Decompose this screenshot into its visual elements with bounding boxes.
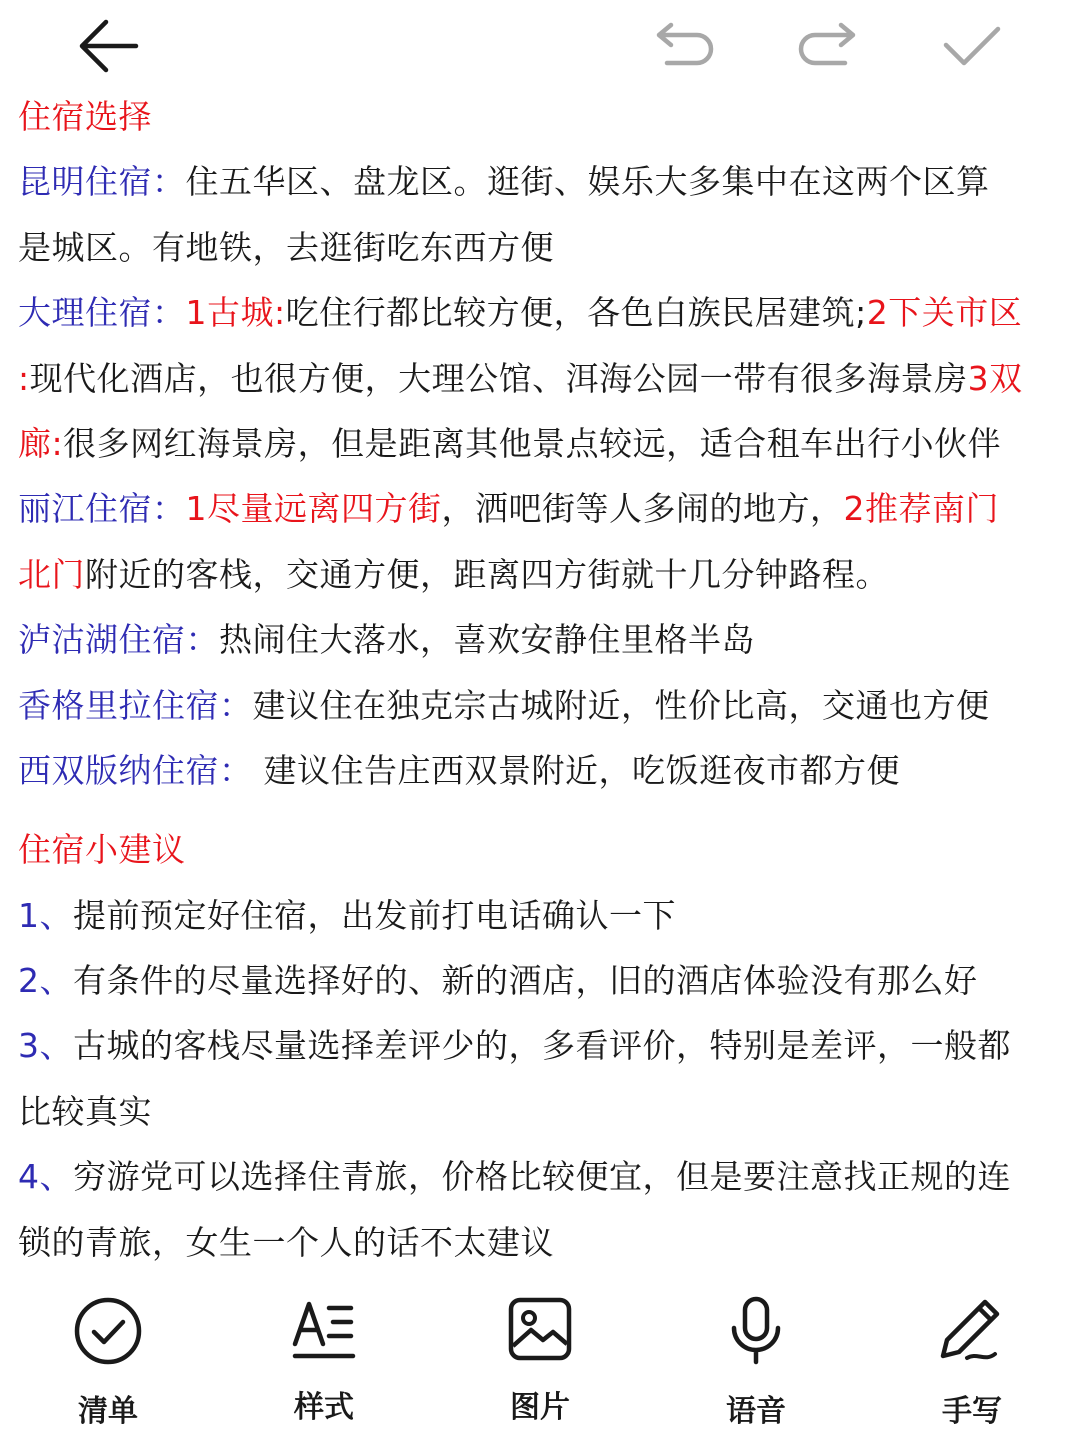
text-segment: 吃住行都比较方便，各色白族民居建筑; <box>285 293 867 333</box>
checklist-button[interactable] <box>38 1296 178 1429</box>
text-segment: 提前预定好住宿，出发前打电话确认一下 <box>73 895 676 935</box>
text-segment: 香格里拉住宿： <box>18 685 253 725</box>
text-segment: 北门 <box>18 554 85 594</box>
checklist-icon <box>73 1296 143 1366</box>
text-segment: 2下关市区 <box>866 293 1023 333</box>
redo-button[interactable] <box>792 14 864 78</box>
text-segment: 廊: <box>18 423 64 463</box>
text-segment: 建议住告庄西双景附近，吃饭逛夜市都方便 <box>252 750 900 790</box>
text-segment: 有条件的尽量选择好的、新的酒店，旧的酒店体验没有那么好 <box>73 961 978 1001</box>
tip-line <box>18 1144 1066 1209</box>
undo-button[interactable] <box>648 14 720 78</box>
text-segment: 比较真实 <box>18 1091 152 1131</box>
note-line <box>18 738 1066 803</box>
heading-lodging-choice: 住宿选择 <box>18 97 152 136</box>
checklist-label: 清单 <box>78 1394 138 1429</box>
text-segment: 1、 <box>18 895 73 935</box>
text-segment: : <box>18 358 30 398</box>
text-segment: 昆明住宿： <box>18 162 186 202</box>
tips-lines <box>18 883 1066 1275</box>
image-label: 图片 <box>510 1390 570 1425</box>
text-segment: 热闹住大落水，喜欢安静住里格半岛 <box>219 620 755 660</box>
text-segment: 西双版纳住宿： <box>18 750 253 790</box>
lodging-lines <box>18 149 1066 803</box>
tip-line <box>18 1210 1066 1275</box>
confirm-button[interactable] <box>936 14 1008 78</box>
text-segment: 1古城: <box>185 293 286 333</box>
back-button[interactable] <box>72 14 144 78</box>
note-line <box>18 411 1066 476</box>
text-segment: 住五华区、盘龙区。逛街、娱乐大多集中在这两个区算 <box>185 162 990 202</box>
image-button[interactable] <box>470 1296 610 1426</box>
text-segment: 丽江住宿： <box>18 489 186 529</box>
note-line <box>18 280 1066 345</box>
text-segment: 锁的青旅，女生一个人的话不太建议 <box>18 1222 554 1262</box>
text-segment: 现代化酒店，也很方便，大理公馆、洱海公园一带有很多海景房 <box>29 358 968 398</box>
note-line <box>18 542 1066 607</box>
handwriting-button[interactable] <box>902 1296 1042 1429</box>
note-line <box>18 607 1066 672</box>
text-segment: 附近的客栈，交通方便，距离四方街就十几分钟路程。 <box>85 554 889 594</box>
voice-button[interactable] <box>686 1296 826 1429</box>
text-segment: 2、 <box>18 961 73 1001</box>
note-editor[interactable] <box>18 84 1066 1275</box>
pen-icon <box>937 1296 1007 1366</box>
text-segment: 建议住在独克宗古城附近，性价比高，交通也方便 <box>252 685 990 725</box>
bottom-toolbar <box>0 1288 1080 1440</box>
voice-label: 语音 <box>726 1394 786 1429</box>
note-line <box>18 476 1066 541</box>
text-segment: 大理住宿： <box>18 293 186 333</box>
text-segment: 很多网红海景房，但是距离其他景点较远，适合租车出行小伙伴 <box>63 423 1002 463</box>
microphone-icon <box>728 1296 784 1366</box>
text-segment: ，洒吧街等人多闹的地方， <box>441 489 844 529</box>
tip-line <box>18 883 1066 948</box>
check-icon <box>940 21 1004 71</box>
text-segment: 2推荐南门 <box>843 489 999 529</box>
style-button[interactable] <box>254 1296 394 1426</box>
redo-icon <box>795 21 861 71</box>
handwriting-label: 手写 <box>942 1394 1002 1429</box>
top-toolbar <box>0 0 1080 92</box>
text-segment: 穷游党可以选择住青旅，价格比较便宜，但是要注意找正规的连 <box>73 1157 1011 1197</box>
undo-icon <box>651 21 717 71</box>
heading-lodging-tips: 住宿小建议 <box>18 830 186 870</box>
note-line <box>18 346 1066 411</box>
style-label: 样式 <box>294 1390 354 1425</box>
note-line <box>18 149 1066 214</box>
text-segment: 古城的客栈尽量选择差评少的，多看评价，特别是差评，一般都 <box>73 1026 1011 1066</box>
text-segment: 3双 <box>967 358 1023 398</box>
text-style-icon <box>291 1298 357 1360</box>
text-segment: 4、 <box>18 1157 73 1197</box>
tip-line <box>18 948 1066 1013</box>
text-segment: 1尽量远离四方街 <box>185 489 442 529</box>
tip-line <box>18 1079 1066 1144</box>
tip-line <box>18 1013 1066 1078</box>
text-segment: 泸沽湖住宿： <box>18 620 219 660</box>
arrow-left-icon <box>76 16 140 76</box>
text-segment: 是城区。有地铁，去逛街吃东西方便 <box>18 227 554 267</box>
note-line <box>18 215 1066 280</box>
image-icon <box>507 1296 573 1362</box>
note-line <box>18 673 1066 738</box>
text-segment: 3、 <box>18 1026 73 1066</box>
